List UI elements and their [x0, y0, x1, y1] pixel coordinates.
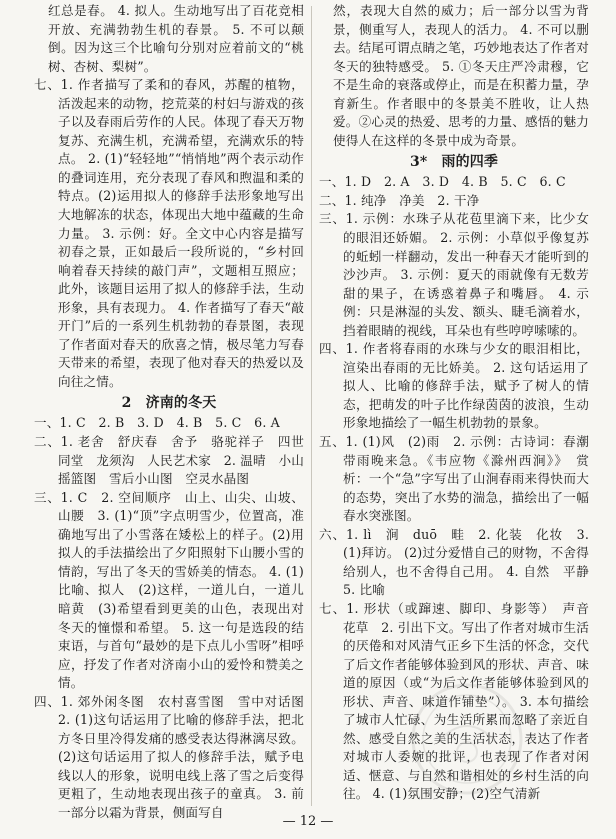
answer-paragraph: 一、1. C 2. B 3. D 4. B 5. C 6. A — [34, 415, 280, 431]
answer-paragraph: 七、1. 形状（或蹿速、脚印、身影等） 声音 花草 2. 引出下文。写出了作者对城市生活的厌倦和对风清气正乡下生活的怀念，交代了后文作者能够体验到风的形状、声音、味道的原因（或“为后文作者能够体验到风的形状、声音、味道作铺垫”）。 3. 本句描绘了城市人忙碌、为生活所累而忽略了亲近自然、感受自然之美的生活状态，表达了作者对城市人委婉的批评，也表现了作者对闲适、惬意、与自然和谐相处的乡村生活的向往。 4. (1)氛围安静；(2)空气清新 — [319, 600, 602, 802]
answer-paragraph: 三、1. C 2. 空间顺序 山上、山尖、山坡、山腰 3. (1)“顶”字点明雪少，位置高，准确地写出了小雪落在矮松上的样子。(2)用拟人的手法描绘出了夕阳照射下山腰小雪的情韵，写出了冬天的雪娇美的情态。 4. (1)比喻、拟人 (2)这样，一道儿白，一道儿暗黄 (3)希望看到更美的山色，表现出对冬天的憧憬和希望。 5. 这一句是选段的结束语，与首句“最妙的是下点儿小雪呀”相呼应，抒发了作者对济南小山的爱怜和赞美之情。 — [34, 489, 304, 691]
column-divider — [311, 6, 312, 806]
answer-paragraph: 一、1. D 2. A 3. D 4. B 5. C 6. C — [319, 174, 566, 190]
answer-paragraph: 红总是春。 4. 拟人。生动地写出了百花竞相开放、充满勃勃生机的春景。 5. 不可以颠倒。因为这三个比喻句分别对应着前文的“桃树、杏树、梨树”。 — [48, 3, 304, 74]
answer-paragraph: 二、1. 老舍 舒庆春 舍予 骆驼祥子 四世同堂 龙须沟 人民艺术家 2. 温晴 小山摇篮图 雪后小山图 空灵水晶图 — [34, 434, 304, 487]
answer-paragraph: 然，表现大自然的威力；后一部分以雪为背景，侧重写人，表现人的活力。 4. 不可以删去。结尾可谓点睛之笔，巧妙地表达了作者对冬天的独特感受。 5. ①冬天庄严冷肃穆，它不是生命的衰落或停止，而是在积蓄力量，孕育新生。作者眼中的冬景美不胜收，让人热爱。②心灵的热爱、思考的力量、感悟的魅力使得人在这样的冬景中成为奇景。 — [333, 3, 589, 148]
answer-paragraph: 二、1. 纯净 净美 2. 干净 — [319, 192, 480, 208]
answer-paragraph: 三、1. 示例：水珠子从花苞里滴下来，比少女的眼泪还娇媚。 2. 示例：小草似乎像复苏的蚯蚓一样翻动，发出一种春天才能听到的沙沙声。 3. 示例：夏天的雨就像有无数芳甜的果子，在诱惑着鼻子和嘴唇。 4. 示例：只是淋湿的头发、额头、睫毛滴着水，挡着眼睛的视线，耳朵也有些哼哼嗦嗦的。 — [319, 211, 589, 338]
section-title: 2 济南的冬天 — [121, 395, 217, 412]
answer-paragraph: 四、1. 作者将春雨的水珠与少女的眼泪相比，渲染出春雨的无比娇美。 2. 这句话运用了拟人、比喻的修辞手法，赋予了树人的情态，把萌发的叶子比作绿茵茵的波浪，生动形象地描绘了一幅生机勃勃的景象。 — [319, 341, 589, 431]
answer-paragraph: 六、1. lì 涧 duō 畦 2. 化装 化妆 3. (1)拜访。 (2)过分爱惜自己的财物，不舍得给别人，也不舍得自己用。 4. 自然 平静 5. 比喻 — [319, 526, 602, 598]
answer-paragraph: 四、1. 郊外闲冬图 农村喜雪图 雪中对话图 2. (1)这句话运用了比喻的修辞手法，把北方冬日里冷得发痛的感受表达得淋漓尽致。 (2)这句话运用了拟人的修辞手法，赋予电线以人的形象，说明电线上落了雪之后变得更粗了，生动地表现出孩子的童真。 3. 前一部分以霜为背景，侧面写自 — [34, 693, 317, 820]
left-column — [34, 2, 317, 823]
answer-paragraph: 七、1. 作者描写了柔和的春风，苏醒的植物，活泼起来的动物，挖荒菜的村妇与游戏的孩子以及春雨后劳作的人民。体现了春天万物复苏、充满生机，充满希望，充满欢乐的特点。 2. (1)“轻轻地”“悄悄地”两个表示动作的叠词连用，充分表现了春风和煦温和柔的特点。(2)运用拟人的修辞手法形象地写出大地解冻的状态，体现出大地中蕴藏的生命力量。 3. 示例：好。全文中心内容是描写初春之景，正如最后一段所说的，“乡村回响着春天持续的敲门声”，文题相互照应；此外，该题目运用了拟人的修辞手法，生动形象，具有表现力。 4. 作者描写了春天“敲开门”后的一系列生机勃勃的春景图，表现了作者面对春天的欣喜之情，极尽笔力写春天带来的希望，表现了他对春天的热爱以及向往之情。 — [34, 77, 304, 389]
answer-paragraph: 五、1. (1)风 (2)雨 2. 示例：古诗词：春潮带雨晚来急。《韦应物《滁州西涧》》 赏析：一个“急”字写出了山涧春雨来得快而大的态势，突出了水势的湍急，描绘出了一幅春水突涨图。 — [319, 434, 589, 524]
watermark-seal — [408, 680, 526, 798]
section-title: 3* 雨的四季 — [409, 154, 499, 171]
page-number: — 12 — — [282, 814, 334, 829]
